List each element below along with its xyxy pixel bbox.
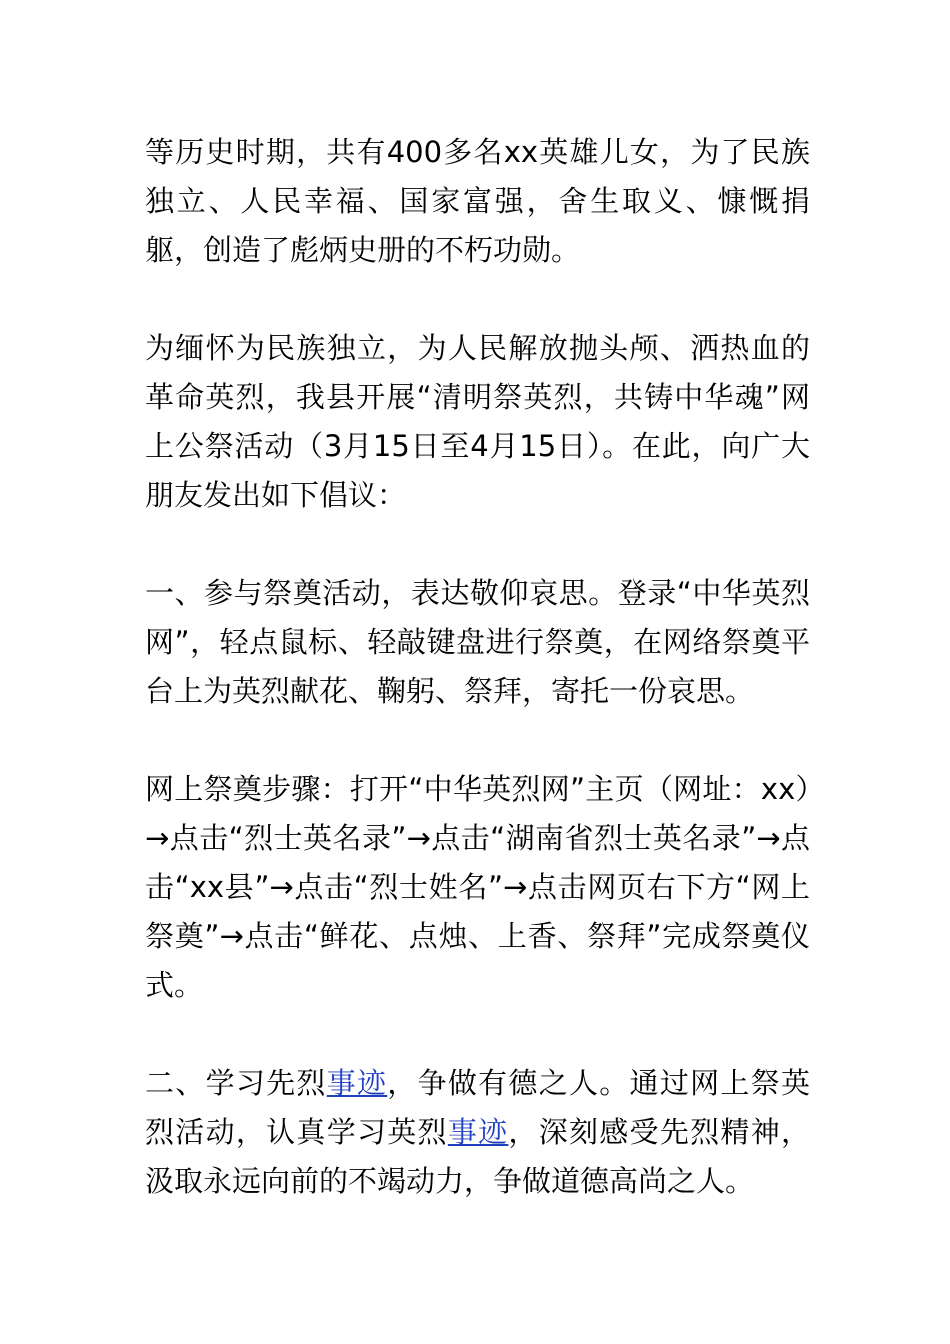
paragraph-steps: 网上祭奠步骤：打开“中华英烈网”主页（网址：xx）→点击“烈士英名录”→点击“湖南省烈士英名录”→点击“xx县”→点击“烈士姓名”→点击网页右下方“网上祭奠”→点击“鲜花、点烛、上香、祭拜”完成祭奠仪式。 — [145, 772, 810, 1002]
paragraph-history: 等历史时期，共有400多名xx英雄儿女，为了民族独立、人民幸福、国家富强，舍生取义、慷慨捐躯，创造了彪炳史册的不朽功勋。 — [145, 135, 810, 267]
deeds-link-1[interactable]: 事迹 — [326, 1066, 388, 1100]
document-page — [145, 128, 810, 1206]
proposal-two-text-1: 二、学习先烈 — [145, 1066, 327, 1100]
paragraph-proposal-one: 一、参与祭奠活动，表达敬仰哀思。登录“中华英烈网”，轻点鼠标、轻敲键盘进行祭奠，在网络祭奠平台上为英烈献花、鞠躬、祭拜，寄托一份哀思。 — [145, 576, 810, 708]
proposal-two-text-3: ，深刻感受先烈精神，汲取永远向前的不竭动力，争做道德高尚之人。 — [145, 1115, 810, 1198]
paragraph-activity-intro: 为缅怀为民族独立，为人民解放抛头颅、洒热血的革命英烈，我县开展“清明祭英烈，共铸中华魂”网上公祭活动（3月15日至4月15日）。在此，向广大朋友发出如下倡议： — [145, 331, 810, 512]
paragraph-proposal-two — [145, 1059, 810, 1206]
deeds-link-2[interactable]: 事迹 — [447, 1115, 509, 1149]
proposal-two-text-2: ，争做有德之人。通过网上祭英烈活动，认真学习英烈 — [145, 1066, 810, 1149]
